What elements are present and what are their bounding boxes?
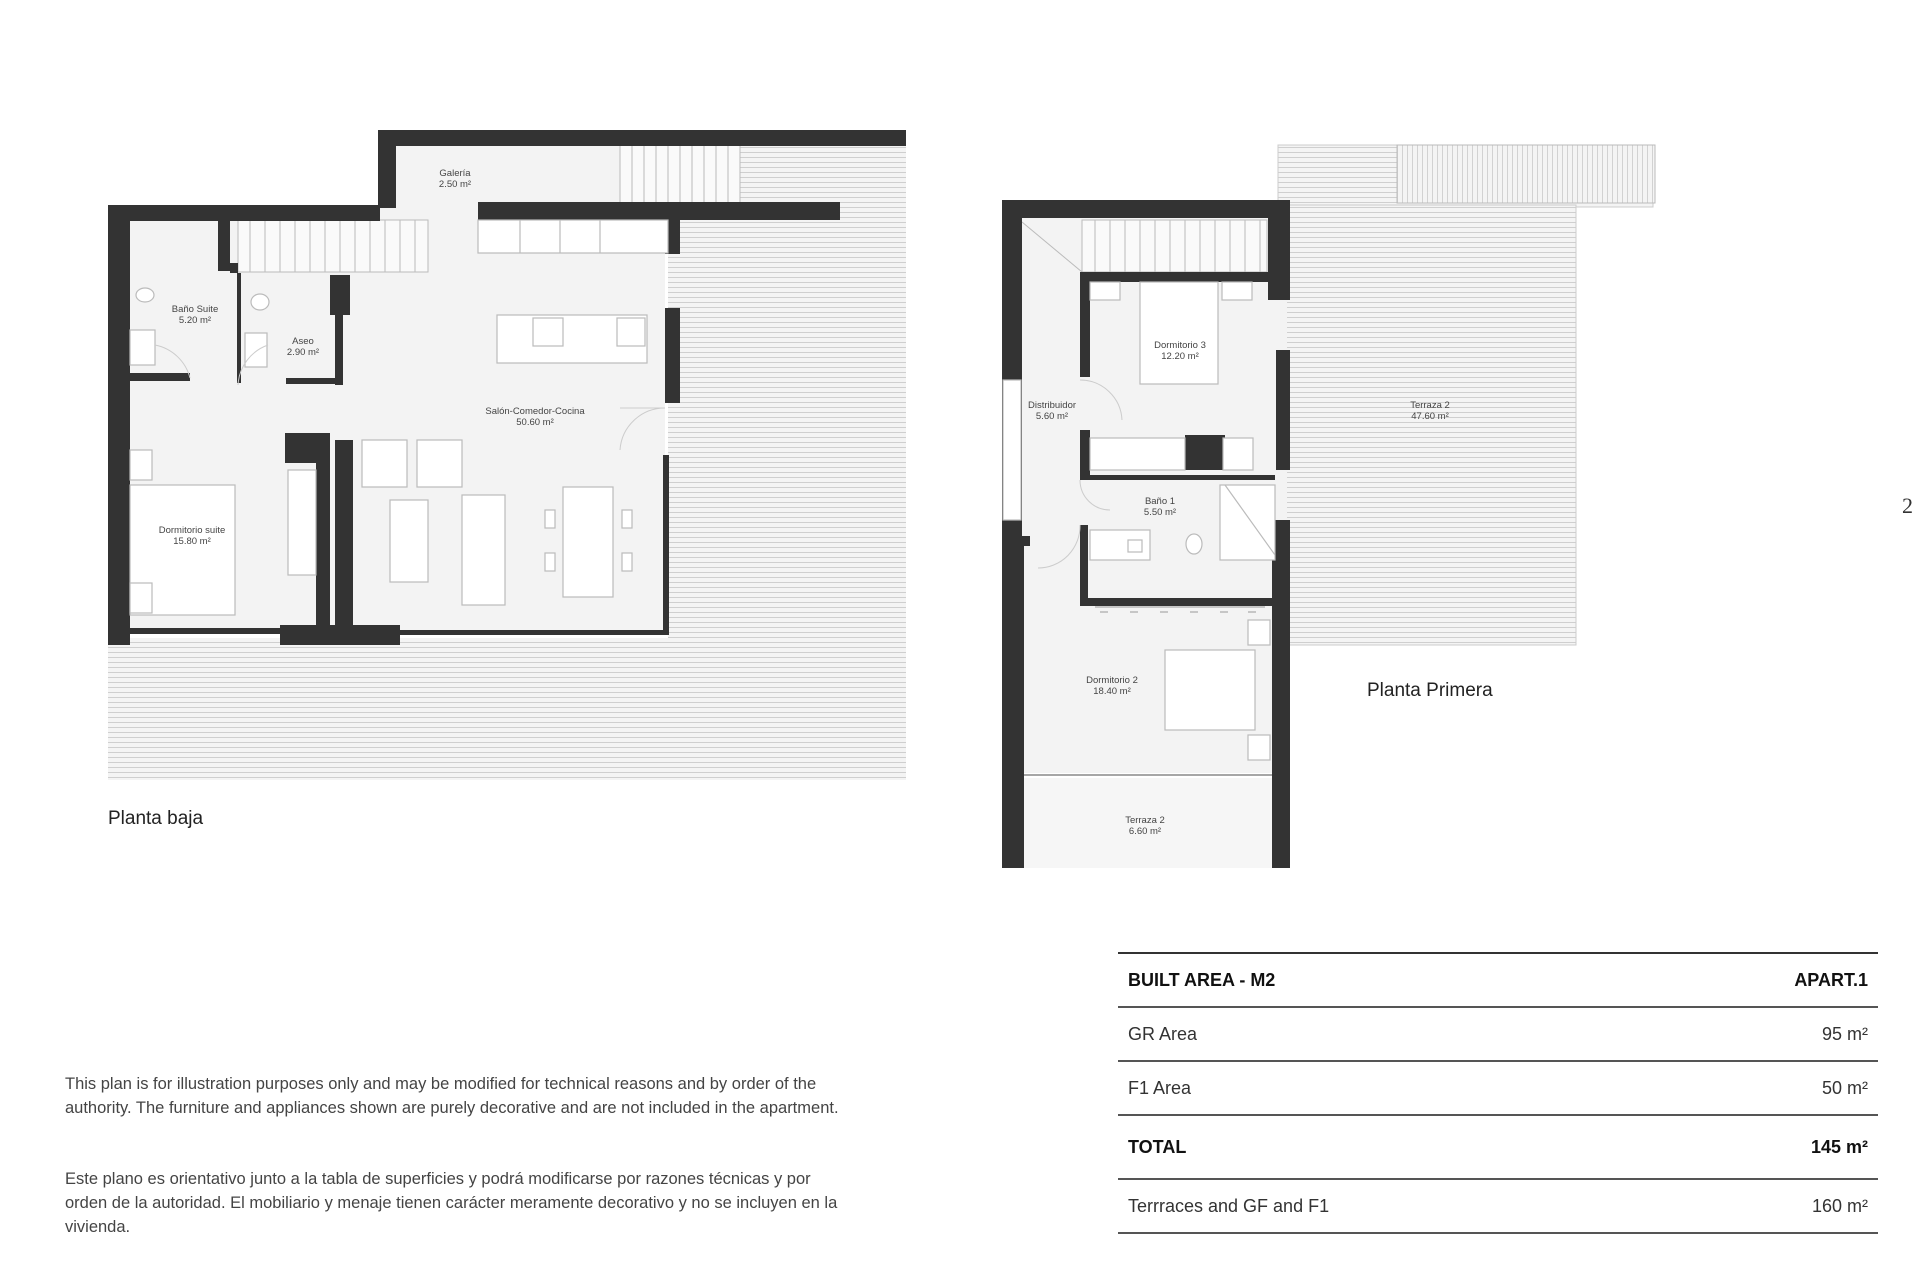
svg-text:Baño 1: Baño 1: [1144, 496, 1176, 507]
terraces-label: Terrraces and GF and F1: [1128, 1195, 1330, 1216]
svg-text:Dormitorio suite: Dormitorio suite: [158, 525, 226, 536]
svg-text:Aseo: Aseo: [292, 336, 314, 347]
south-terrace: [108, 638, 906, 780]
first-floor-plan: [1002, 145, 1655, 868]
svg-text:50.60 m²: 50.60 m²: [516, 417, 554, 428]
svg-text:2.90 m²: 2.90 m²: [286, 347, 320, 358]
svg-text:47.60 m²: 47.60 m²: [1411, 411, 1449, 422]
f1-area-label: F1 Area: [1128, 1077, 1192, 1098]
svg-text:6.60 m²: 6.60 m²: [1128, 826, 1162, 837]
terraces-value: 160 m²: [1811, 1195, 1868, 1216]
svg-text:15.80 m²: 15.80 m²: [173, 536, 211, 547]
svg-text:Distribuidor: Distribuidor: [1027, 400, 1077, 411]
table-header: [1118, 952, 1878, 1008]
gr-area-label: GR Area: [1128, 1023, 1198, 1044]
total-label: TOTAL: [1128, 1136, 1187, 1157]
svg-text:Baño Suite: Baño Suite: [171, 304, 219, 315]
svg-text:Dormitorio 3: Dormitorio 3: [1154, 340, 1206, 351]
page-number: 2: [1902, 493, 1913, 518]
svg-text:Salón-Comedor-Cocina: Salón-Comedor-Cocina: [485, 406, 585, 417]
disclaimer-spanish: Este plano es orientativo junto a la tabla de superficies y podrá modificarse por razones técnicas y por orden de la autoridad. El mobiliario y menaje tienen carácter meramente decorativo y no se incluyen en la vivienda.: [65, 1170, 838, 1236]
table-row: [1118, 1008, 1878, 1062]
table-total-row: [1118, 1116, 1878, 1180]
svg-text:Dormitorio 2: Dormitorio 2: [1086, 675, 1138, 686]
first-floor-caption: Planta Primera: [1367, 680, 1493, 701]
built-area-table: [1118, 952, 1878, 1234]
svg-text:Galería: Galería: [439, 168, 471, 179]
table-header-label: BUILT AREA - M2: [1128, 969, 1276, 990]
first-terrace: [1278, 205, 1576, 645]
f1-area-value: 50 m²: [1821, 1077, 1868, 1098]
svg-text:2.50 m²: 2.50 m²: [438, 179, 472, 190]
table-terraces-row: [1118, 1180, 1878, 1234]
svg-text:5.60 m²: 5.60 m²: [1035, 411, 1069, 422]
gr-area-value: 95 m²: [1821, 1023, 1868, 1044]
ground-floor-caption: Planta baja: [108, 808, 204, 829]
svg-text:5.50 m²: 5.50 m²: [1143, 507, 1177, 518]
disclaimer-english: This plan is for illustration purposes only and may be modified for technical reasons and by order of the authority. The furniture and appliances shown are purely decorative and are not included in the apartment.: [65, 1075, 839, 1117]
total-value: 145 m²: [1810, 1136, 1868, 1157]
first-terrace-railing: [1397, 145, 1655, 203]
table-header-value: APART.1: [1794, 969, 1868, 990]
table-row: [1118, 1062, 1878, 1116]
svg-text:18.40 m²: 18.40 m²: [1093, 686, 1131, 697]
ground-floor-plan: [108, 130, 906, 780]
svg-text:12.20 m²: 12.20 m²: [1161, 351, 1199, 362]
svg-text:Terraza 2: Terraza 2: [1125, 815, 1165, 826]
svg-text:5.20 m²: 5.20 m²: [178, 315, 212, 326]
svg-text:Terraza 2: Terraza 2: [1410, 400, 1450, 411]
